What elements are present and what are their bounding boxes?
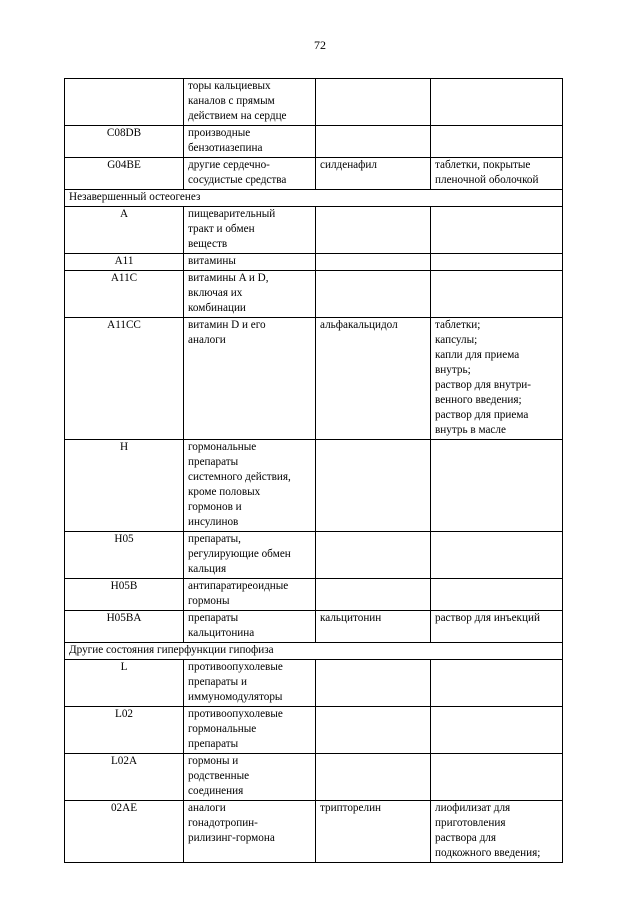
- group-name-cell: противоопухолевые препараты и иммуномодуляторы: [184, 660, 316, 707]
- dosage-form-cell: [431, 579, 563, 611]
- table-row: [65, 440, 563, 532]
- drug-name-cell: кальцитонин: [316, 611, 431, 643]
- atc-code-cell: A11CC: [65, 318, 184, 440]
- table-row: [65, 318, 563, 440]
- dosage-form-cell: [431, 79, 563, 126]
- group-name-cell: препараты, регулирующие обмен кальция: [184, 532, 316, 579]
- drug-name-cell: [316, 271, 431, 318]
- drug-table: [64, 78, 563, 863]
- dosage-form-cell: таблетки, покрытые пленочной оболочкой: [431, 158, 563, 190]
- group-name-cell: гормональные препараты системного действия, кроме половых гормонов и инсулинов: [184, 440, 316, 532]
- drug-name-cell: трипторелин: [316, 801, 431, 863]
- table-row: [65, 611, 563, 643]
- table-row: [65, 707, 563, 754]
- group-name-cell: производные бензотиазепина: [184, 126, 316, 158]
- drug-name-cell: силденафил: [316, 158, 431, 190]
- table-row: [65, 79, 563, 126]
- atc-code-cell: H05BA: [65, 611, 184, 643]
- table-row: [65, 579, 563, 611]
- atc-code-cell: A11: [65, 254, 184, 271]
- table-row: [65, 660, 563, 707]
- atc-code-cell: A11C: [65, 271, 184, 318]
- drug-name-cell: [316, 254, 431, 271]
- table-row: [65, 754, 563, 801]
- section-row: [65, 643, 563, 660]
- drug-name-cell: альфакальцидол: [316, 318, 431, 440]
- table-row: [65, 158, 563, 190]
- dosage-form-cell: [431, 440, 563, 532]
- drug-name-cell: [316, 126, 431, 158]
- dosage-form-cell: [431, 254, 563, 271]
- table-row: [65, 801, 563, 863]
- group-name-cell: гормоны и родственные соединения: [184, 754, 316, 801]
- drug-name-cell: [316, 754, 431, 801]
- drug-name-cell: [316, 660, 431, 707]
- drug-name-cell: [316, 532, 431, 579]
- atc-code-cell: H05B: [65, 579, 184, 611]
- atc-code-cell: A: [65, 207, 184, 254]
- dosage-form-cell: [431, 707, 563, 754]
- dosage-form-cell: [431, 207, 563, 254]
- atc-code-cell: 02AE: [65, 801, 184, 863]
- group-name-cell: витамины A и D, включая их комбинации: [184, 271, 316, 318]
- drug-name-cell: [316, 579, 431, 611]
- dosage-form-cell: [431, 126, 563, 158]
- dosage-form-cell: [431, 754, 563, 801]
- group-name-cell: препараты кальцитонина: [184, 611, 316, 643]
- drug-name-cell: [316, 707, 431, 754]
- table-row: [65, 254, 563, 271]
- section-heading: Незавершенный остеогенез: [65, 190, 563, 207]
- group-name-cell: другие сердечно- сосудистые средства: [184, 158, 316, 190]
- atc-code-cell: H: [65, 440, 184, 532]
- group-name-cell: витамин D и его аналоги: [184, 318, 316, 440]
- group-name-cell: аналоги гонадотропин- рилизинг-гормона: [184, 801, 316, 863]
- group-name-cell: противоопухолевые гормональные препараты: [184, 707, 316, 754]
- group-name-cell: пищеварительный тракт и обмен веществ: [184, 207, 316, 254]
- atc-code-cell: [65, 79, 184, 126]
- atc-code-cell: L: [65, 660, 184, 707]
- dosage-form-cell: лиофилизат для приготовления раствора для подкожного введения;: [431, 801, 563, 863]
- atc-code-cell: C08DB: [65, 126, 184, 158]
- page-number: 72: [314, 38, 326, 52]
- drug-table-body: [65, 79, 563, 863]
- atc-code-cell: L02: [65, 707, 184, 754]
- dosage-form-cell: [431, 660, 563, 707]
- drug-name-cell: [316, 207, 431, 254]
- table-row: [65, 207, 563, 254]
- dosage-form-cell: таблетки; капсулы; капли для приема внутрь; раствор для внутри- венного введения; раствор для приема внутрь в масле: [431, 318, 563, 440]
- drug-name-cell: [316, 440, 431, 532]
- atc-code-cell: H05: [65, 532, 184, 579]
- atc-code-cell: G04BE: [65, 158, 184, 190]
- group-name-cell: витамины: [184, 254, 316, 271]
- section-row: [65, 190, 563, 207]
- table-row: [65, 532, 563, 579]
- table-row: [65, 126, 563, 158]
- dosage-form-cell: раствор для инъекций: [431, 611, 563, 643]
- group-name-cell: антипаратиреоидные гормоны: [184, 579, 316, 611]
- dosage-form-cell: [431, 532, 563, 579]
- table-row: [65, 271, 563, 318]
- dosage-form-cell: [431, 271, 563, 318]
- atc-code-cell: L02A: [65, 754, 184, 801]
- section-heading: Другие состояния гиперфункции гипофиза: [65, 643, 563, 660]
- group-name-cell: торы кальциевых каналов с прямым действием на сердце: [184, 79, 316, 126]
- drug-name-cell: [316, 79, 431, 126]
